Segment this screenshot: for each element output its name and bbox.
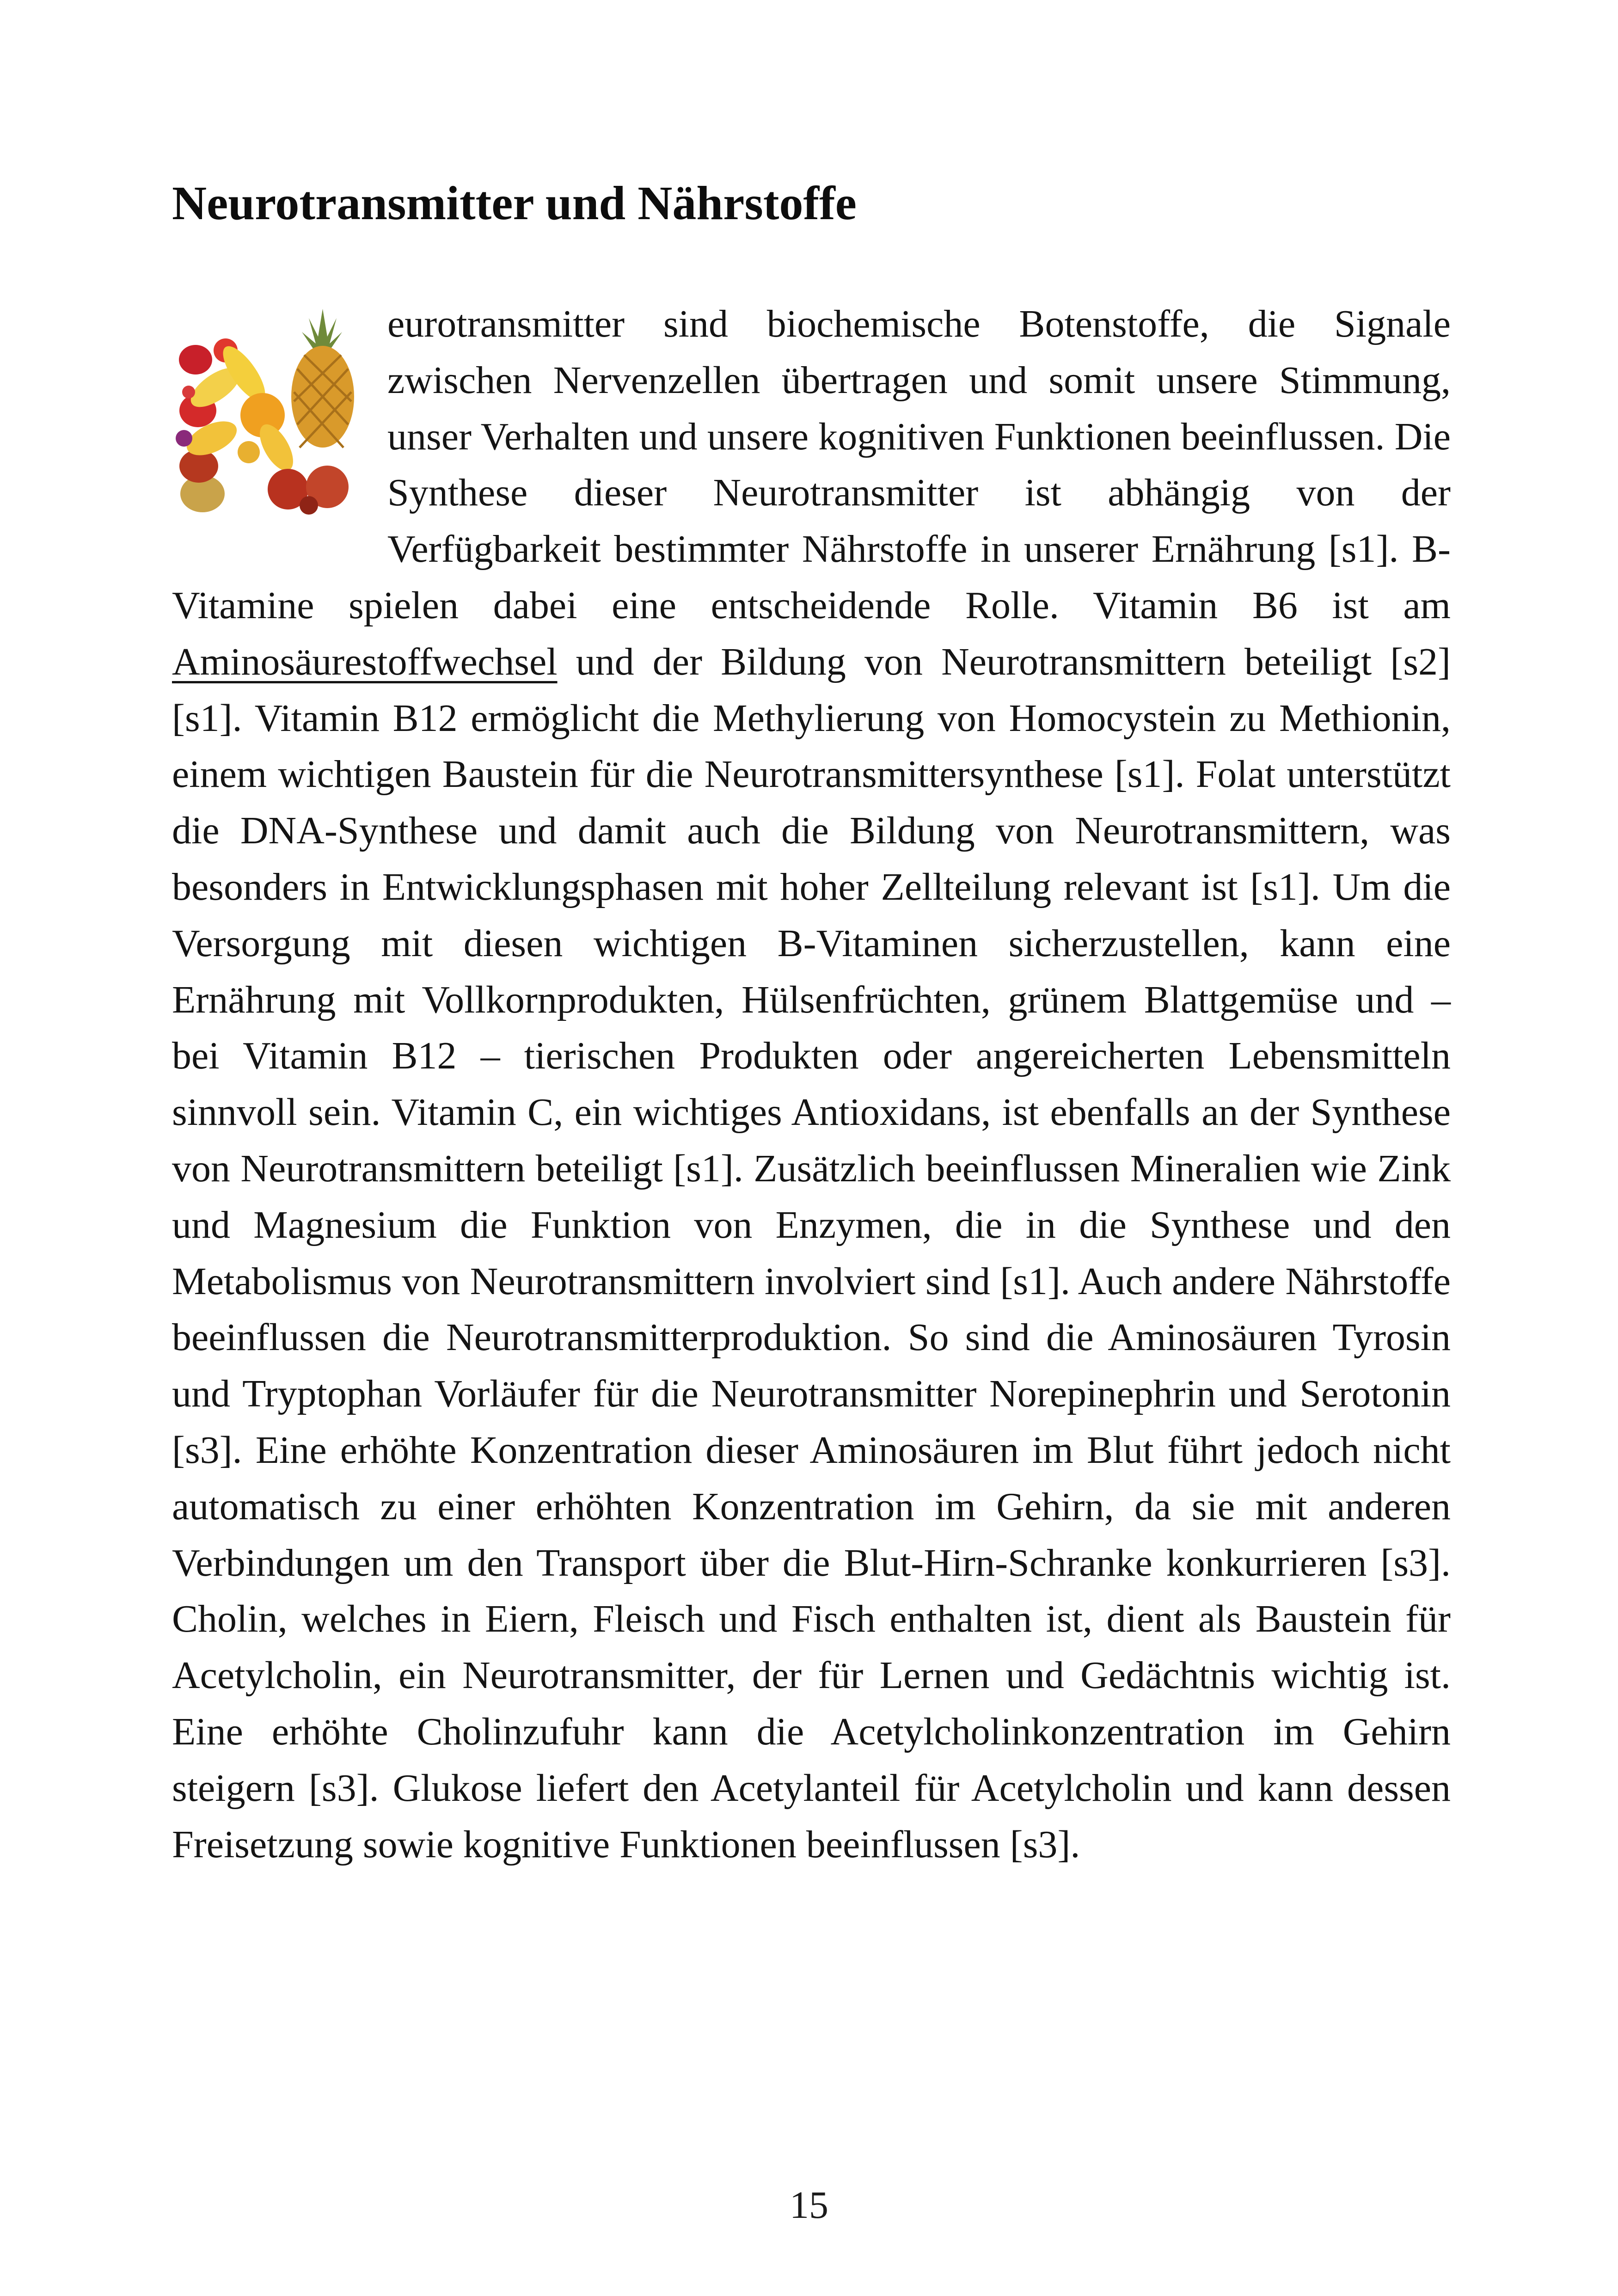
aminosaeurestoffwechsel-link[interactable]: Aminosäurestoffwechsel bbox=[172, 640, 558, 683]
paragraph-text-end: und der Bildung von Neurotransmittern beteiligt [s2] [s1]. Vitamin B12 ermöglicht die Methylierung von Homocystein zu Methionin, einem wichtigen Baustein für die Neurotransmittersynthese [s1]. Folat unterstützt die DNA-Synthese und damit auch die Bildung von Neurotransmittern, was besonders in Entwicklungsphasen mit hoher Zellteilung relevant ist [s1]. Um die Versorgung mit diesen wichtigen B-Vitaminen sicherzustellen, kann eine Ernährung mit Vollkornprodukten, Hülsenfrüchten, grünem Blattgemüse und – bei Vitamin B12 – tierischen Produkten oder angereicherten Lebensmitteln sinnvoll sein. Vitamin C, ein wichtiges Antioxidans, ist ebenfalls an der Synthese von Neurotransmittern beteiligt [s1]. Zusätzlich beeinflussen Mineralien wie Zink und Magnesium die Funktion von Enzymen, die in die Synthese und den Metabolismus von Neurotransmittern involviert sind [s1]. Auch andere Nährstoffe beeinflussen die Neurotransmitterproduktion. So sind die Aminosäuren Tyrosin und Tryptophan Vorläufer für die Neurotransmitter Norepinephrin und Serotonin [s3]. Eine erhöhte Konzentration dieser Aminosäuren im Blut führt jedoch nicht automatisch zu einer erhöhten Konzentration im Gehirn, da sie mit anderen Verbindungen um den Transport über die Blut-Hirn-Schranke konkurrieren [s3]. Cholin, welches in Eiern, Fleisch und Fisch enthalten ist, dient als Baustein für Acetylcholin, ein Neurotransmitter, der für Lernen und Gedächtnis wichtig ist. Eine erhöhte Cholinzufuhr kann die Acetylcholinkonzentration im Gehirn steigern [s3]. Glukose liefert den Acetylanteil für Acetylcholin und kann dessen Freisetzung sowie kognitive Funktionen beeinflussen [s3]. bbox=[172, 640, 1451, 1866]
page-number: 15 bbox=[790, 2184, 828, 2227]
fruit-letter-n-icon bbox=[170, 300, 387, 524]
page-heading: Neurotransmitter und Nährstoffe bbox=[172, 177, 857, 230]
paragraph-text-start: eurotransmitter sind biochemische Botenstoffe, die Signale zwischen Nervenzellen übertragen und somit unsere Stimmung, unser Verhalten und unsere kognitiven Funktionen beeinflussen. Die Synthese dieser Neurotransmitter ist abhängig von der Verfügbarkeit bestimmter Nährstoffe in unserer Ernährung [s1]. B-Vitamine spielen dabei eine entscheidende Rolle. Vitamin B6 ist am bbox=[172, 302, 1451, 627]
body-paragraph bbox=[172, 296, 1451, 1872]
